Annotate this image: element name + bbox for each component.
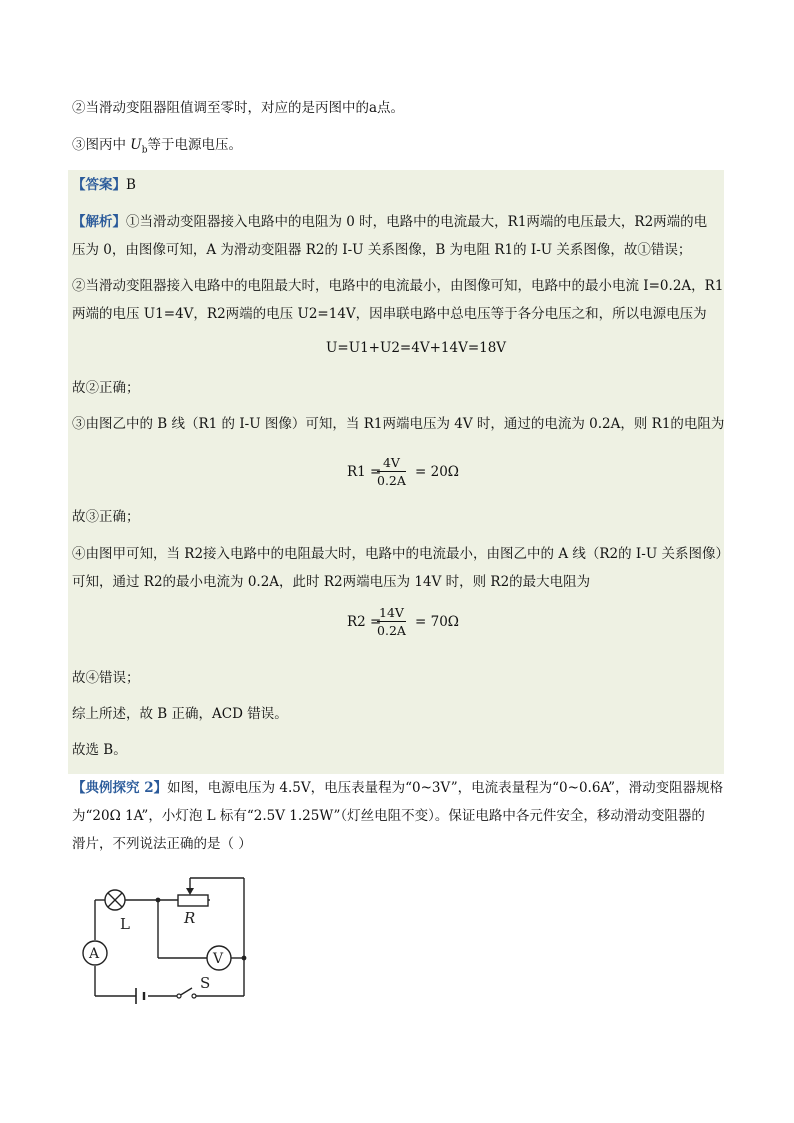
equation-total-voltage: U=U1+U2=4V+14V=18V — [326, 340, 507, 356]
question-line-3: ③图丙中 $U_b$等于电源电压。 — [72, 137, 242, 156]
conclusion-4: 故④错误； — [72, 670, 140, 686]
analysis-line-1: 【解析】①当滑动变阻器接入电路中的电阻为 0 时，电路中的电流最大，R1两端的电压最大，R2两端的电 — [72, 214, 708, 230]
example-line-3: 滑片，不列说法正确的是（ ） — [72, 836, 252, 852]
question-line-2: ②当滑动变阻器阻值调至零时，对应的是丙图中的a点。 — [72, 100, 405, 116]
example-line-1: 【典例探究 2】如图，电源电压为 4.5V，电压表量程为“0~3V”，电流表量程为“0~0.6A”，滑动变阻器规格 — [72, 780, 724, 796]
analysis-line-6: ④由图甲可知，当 R2接入电路中的电阻最大时，电路中的电流最小，由图乙中的 A 线（R2的 I-U 关系图像） — [72, 546, 729, 562]
analysis-line-2: 压为 0，由图像可知，A 为滑动变阻器 R2的 I-U 关系图像，B 为电阻 R1的 I-U 关系图像，故①错误； — [72, 242, 692, 258]
fraction-r2-numerator: 14V — [379, 605, 404, 620]
voltmeter-label: V — [213, 951, 224, 967]
summary-line: 综上所述，故 B 正确，ACD 错误。 — [72, 706, 288, 722]
example-line-2: 为“20Ω 1A”，小灯泡 L 标有“2.5V 1.25W”（灯丝电阻不变）。保证电路中各元件安全，移动滑动变阻器的 — [72, 808, 705, 824]
analysis-line-5: ③由图乙中的 B 线（R1 的 I-U 图像）可知，当 R1两端电压为 4V 时，通过的电流为 0.2A，则 R1的电阻为 — [72, 416, 725, 432]
fraction-r1-denominator: 0.2A — [377, 473, 406, 488]
fraction-r2-denominator: 0.2A — [377, 623, 406, 638]
final-choice: 故选 B。 — [72, 742, 127, 758]
fraction-r1-numerator: 4V — [377, 455, 406, 472]
ammeter-label: A — [89, 946, 100, 962]
conclusion-3: 故③正确； — [72, 509, 140, 525]
analysis-line-3: ②当滑动变阻器接入电路中的电阻最大时，电路中的电流最小，由图像可知，电路中的最小电流 I=0.2A，R1 — [72, 278, 724, 294]
rheostat-label: R — [184, 909, 196, 927]
lamp-icon — [105, 890, 125, 910]
lamp-label: L — [120, 915, 130, 933]
analysis-line-7: 可知，通过 R2的最小电流为 0.2A，此时 R2两端电压为 14V 时，则 R2的最大电阻为 — [72, 574, 591, 590]
switch-label: S — [200, 974, 211, 992]
analysis-line-4: 两端的电压 U1=4V，R2两端的电压 U2=14V，因串联电路中总电压等于各分电压之和，所以电源电压为 — [72, 306, 707, 322]
circuit-diagram — [78, 868, 258, 1008]
conclusion-2: 故②正确； — [72, 380, 140, 396]
rheostat-slider-icon — [186, 888, 194, 895]
answer-line: 【答案】B — [72, 177, 136, 193]
